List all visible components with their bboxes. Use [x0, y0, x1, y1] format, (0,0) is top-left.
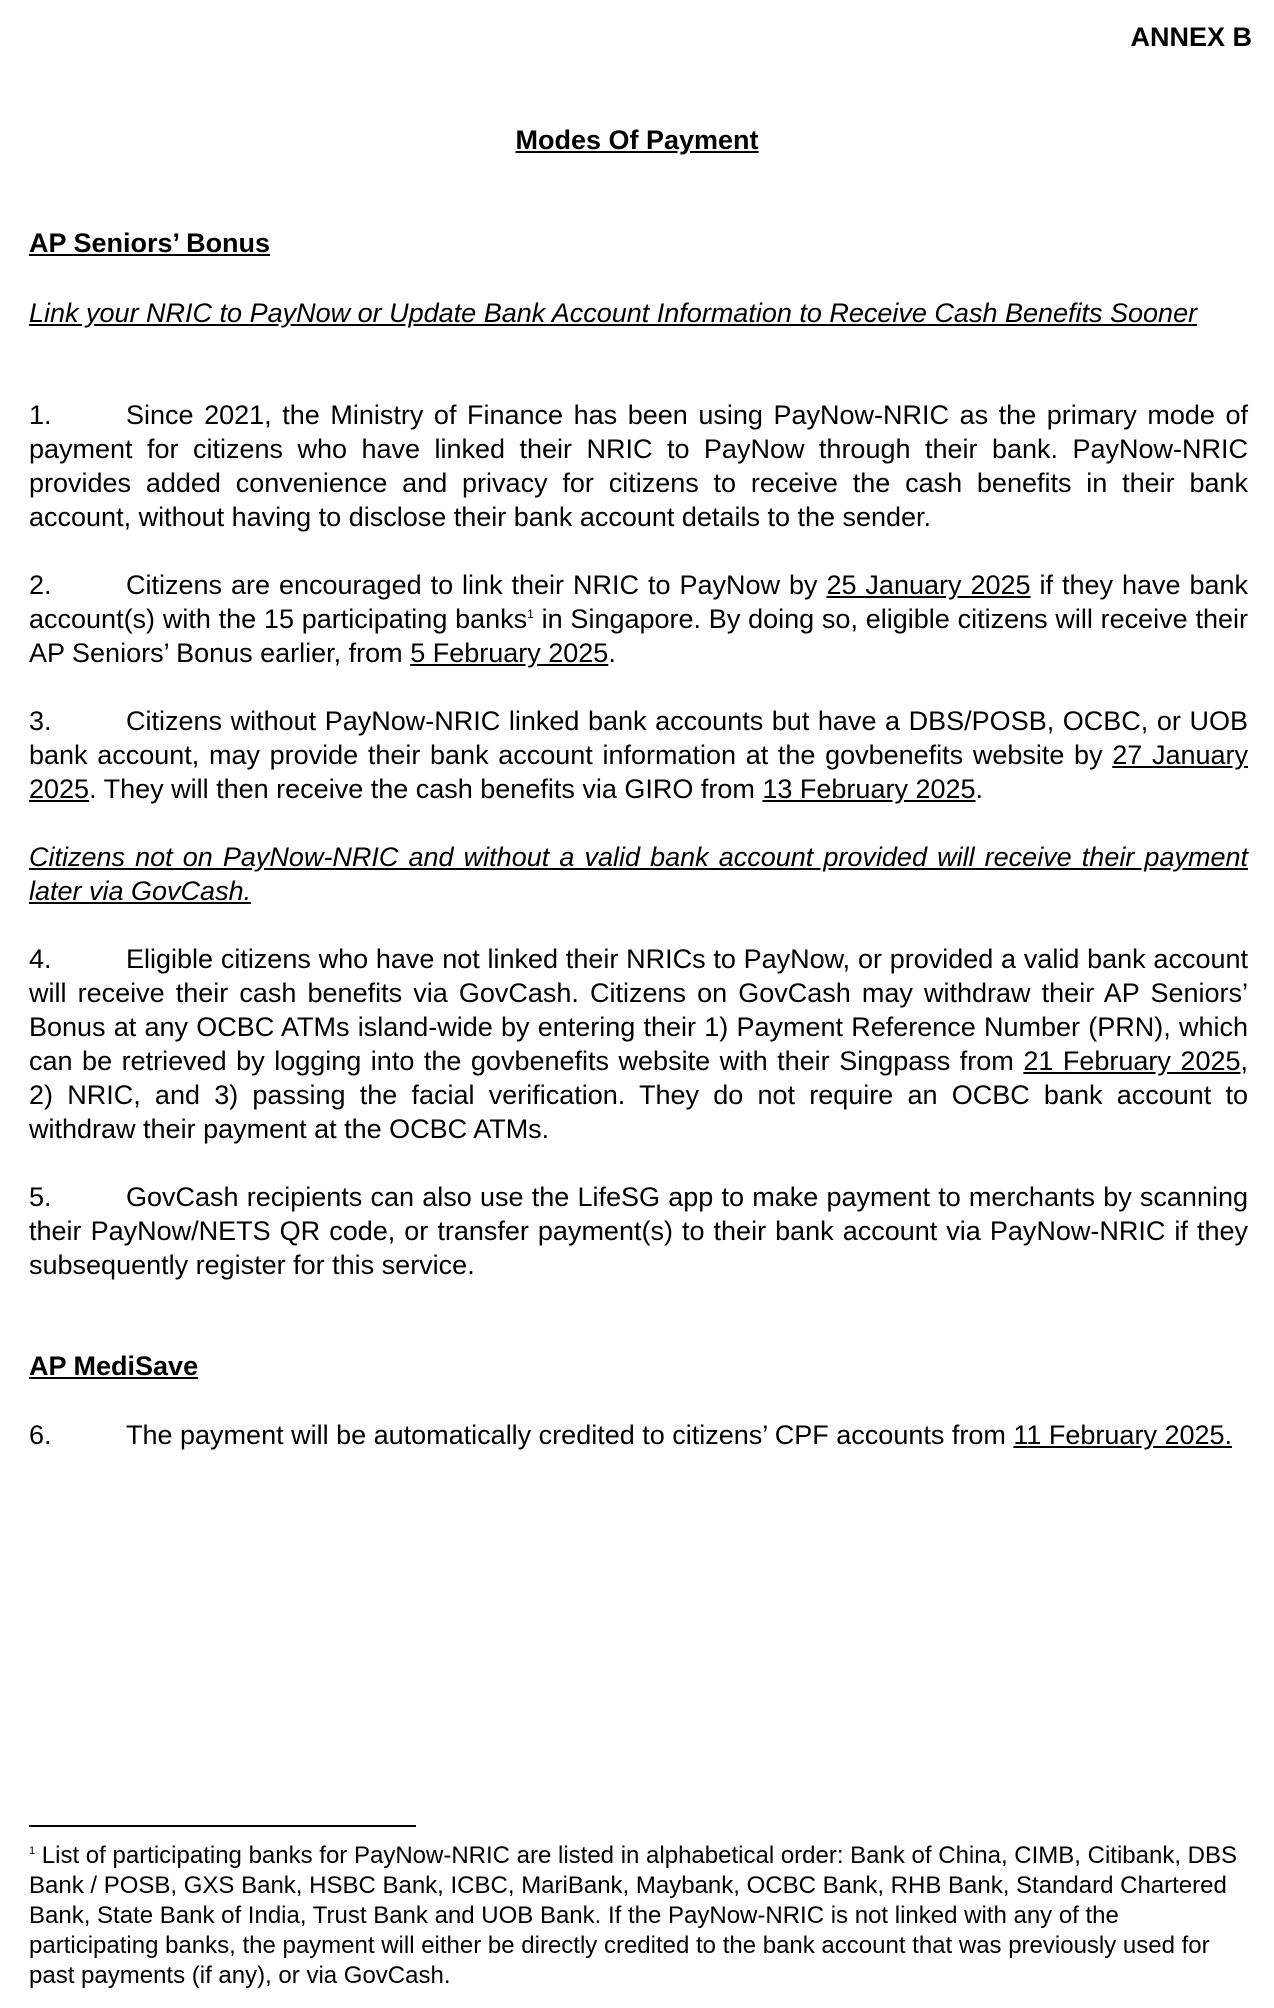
note-govcash: Citizens not on PayNow-NRIC and without a valid bank account provided will receive their payment later via GovCash.: [29, 842, 1248, 906]
date-link-nric-deadline: 25 January 2025: [826, 570, 1031, 600]
paragraph-text: , 2) NRIC, and 3) passing the facial verification. They do not require an OCBC bank account to withdraw their payment at the OCBC ATMs.: [29, 1046, 1249, 1144]
date-medisave-credit: 11 February 2025.: [1013, 1420, 1233, 1450]
footnote-divider: [29, 1825, 416, 1827]
paragraph-2: [29, 568, 1248, 670]
paragraph-text: GovCash recipients can also use the LifeSG app to make payment to merchants by scanning their PayNow/NETS QR code, or transfer payment(s) to their bank account via PayNow-NRIC if they subsequently register for this service.: [29, 1182, 1248, 1280]
paragraph-number: 1.: [29, 400, 52, 430]
footnote-number: 1: [29, 1845, 36, 1857]
paragraph-6: [29, 1418, 1248, 1452]
paragraph-text: Eligible citizens who have not linked their NRICs to PayNow, or provided a valid bank account will receive their cash benefits via GovCash. Citizens on GovCash may withdraw their AP Seniors’ Bonus at any OCBC ATMs island-wide by entering their 1) Payment Reference Number (PRN), which can be retrieved by logging into the govbenefits website with their Singpass from: [29, 944, 1248, 1076]
paragraph-number: 3.: [29, 706, 52, 736]
date-prn-available: 21 February 2025: [1023, 1046, 1241, 1076]
section-heading-seniors-bonus: AP Seniors’ Bonus: [29, 228, 271, 258]
paragraph-number: 6.: [29, 1420, 52, 1450]
paragraph-text: if they have bank account(s) with the 15 participating banks: [29, 570, 1249, 634]
page-title: Modes Of Payment: [515, 125, 759, 155]
date-bank-info-deadline: 27 January 2025: [29, 740, 1249, 804]
date-giro-payment: 13 February 2025: [762, 774, 976, 804]
paragraph-text: Citizens without PayNow-NRIC linked bank accounts but have a DBS/POSB, OCBC, or UOB bank account, may provide their bank account information at the govbenefits website by: [29, 706, 1248, 770]
annex-label: ANNEX B: [1130, 22, 1252, 52]
footnote: [29, 1841, 1248, 1991]
paragraph-text: .: [975, 774, 984, 804]
subheading-link-nric: Link your NRIC to PayNow or Update Bank Account Information to Receive Cash Benefits Sooner: [29, 298, 1198, 328]
date-early-payment: 5 February 2025: [410, 638, 609, 668]
paragraph-text: .: [608, 638, 616, 668]
footnote-text: List of participating banks for PayNow-NRIC are listed in alphabetical order: Bank of China, CIMB, Citibank, DBS Bank / POSB, GXS Bank, HSBC Bank, ICBC, MariBank, Maybank, OCBC Bank, RHB Bank, Standard Chartered Bank, State Bank of India, Trust Bank and UOB Bank. If the PayNow-NRIC is not linked with any of the participating banks, the payment will either be directly credited to the bank account that was previously used for past payments (if any), or via GovCash.: [29, 1842, 1237, 1989]
paragraph-3: [29, 704, 1248, 806]
paragraph-text: Citizens are encouraged to link their NRIC to PayNow by: [126, 570, 827, 600]
paragraph-text: The payment will be automatically credited to citizens’ CPF accounts from: [126, 1420, 1014, 1450]
paragraph-4: [29, 942, 1248, 1146]
paragraph-text: . They will then receive the cash benefits via GIRO from: [89, 774, 763, 804]
paragraph-text: Since 2021, the Ministry of Finance has been using PayNow-NRIC as the primary mode of payment for citizens who have linked their NRIC to PayNow through their bank. PayNow-NRIC provides added convenience and privacy for citizens to receive the cash benefits in their bank account, without having to disclose their bank account details to the sender.: [29, 400, 1248, 532]
paragraph-number: 2.: [29, 570, 52, 600]
paragraph-text: in Singapore. By doing so, eligible citizens will receive their AP Seniors’ Bonus earlier, from: [29, 604, 1248, 668]
paragraph-5: [29, 1180, 1248, 1282]
footnote-reference: 1: [527, 607, 534, 621]
paragraph-number: 5.: [29, 1182, 52, 1212]
paragraph-number: 4.: [29, 944, 52, 974]
section-heading-medisave: AP MediSave: [29, 1351, 199, 1381]
paragraph-1: [29, 398, 1248, 534]
